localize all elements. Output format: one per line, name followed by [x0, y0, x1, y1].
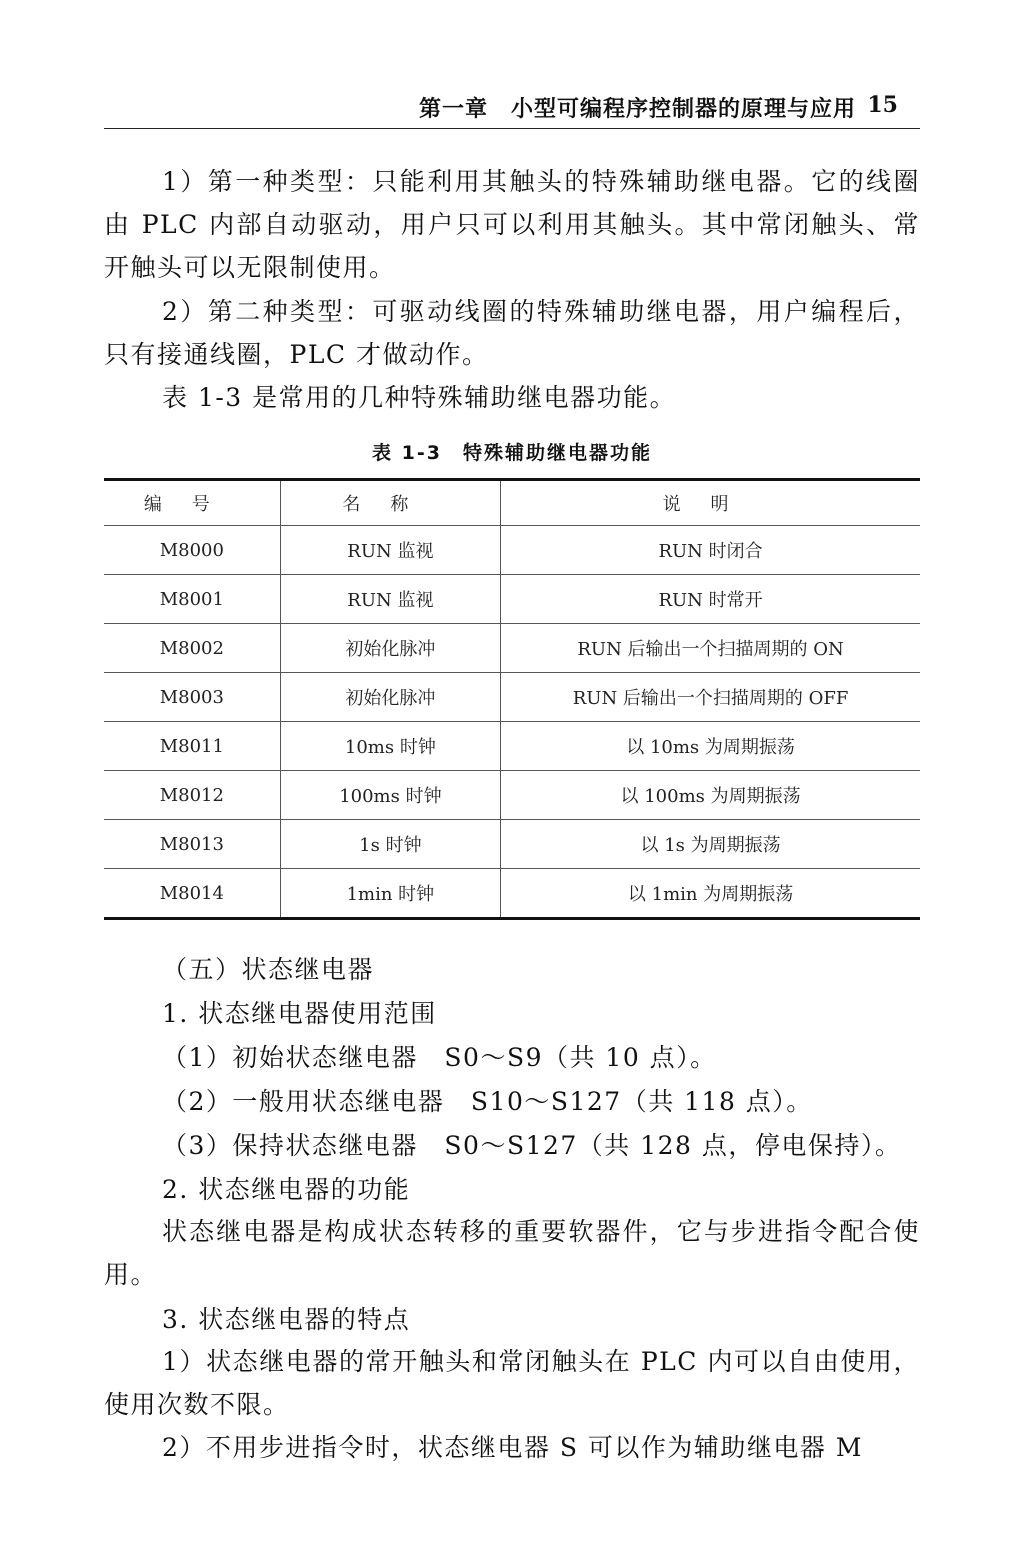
- subsection-heading-2: 2. 状态继电器的功能: [162, 1175, 411, 1204]
- cell-code: M8003: [104, 673, 280, 722]
- cell-description: 以 10ms 为周期振荡: [501, 722, 920, 771]
- cell-code: M8001: [104, 575, 280, 624]
- table-row: [104, 820, 920, 869]
- cell-code: M8012: [104, 771, 280, 820]
- subsection-heading-3: 3. 状态继电器的特点: [162, 1305, 411, 1334]
- header-name: 名称: [280, 480, 500, 526]
- range-item-1: （1）初始状态继电器 S0～S9（共 10 点）。: [162, 1043, 717, 1072]
- intro-paragraph-3: 表 1-3 是常用的几种特殊辅助继电器功能。: [162, 383, 677, 412]
- cell-name: 1s 时钟: [280, 820, 500, 869]
- cell-description: 以 100ms 为周期振荡: [501, 771, 920, 820]
- cell-name: RUN 监视: [280, 526, 500, 575]
- range-item-2: （2）一般用状态继电器 S10～S127（共 118 点）。: [162, 1087, 813, 1116]
- cell-description: RUN 后输出一个扫描周期的 OFF: [501, 673, 920, 722]
- feature-paragraph-1: 1）状态继电器的常开触头和常闭触头在 PLC 内可以自由使用，使用次数不限。: [104, 1347, 920, 1419]
- table-caption: 表 1-3 特殊辅助继电器功能: [372, 442, 652, 464]
- feature-paragraph-2: 2）不用步进指令时，状态继电器 S 可以作为辅助继电器 M: [162, 1433, 863, 1462]
- header-description: 说明: [501, 480, 920, 526]
- cell-code: M8011: [104, 722, 280, 771]
- cell-name: 100ms 时钟: [280, 771, 500, 820]
- cell-description: 以 1s 为周期振荡: [501, 820, 920, 869]
- table-row: [104, 526, 920, 575]
- header-code: 编号: [104, 480, 280, 526]
- section-heading: （五）状态继电器: [162, 955, 375, 984]
- table-row: [104, 771, 920, 820]
- page-header: [104, 88, 920, 129]
- subsection-heading-1: 1. 状态继电器使用范围: [162, 999, 437, 1028]
- table-row: [104, 624, 920, 673]
- intro-paragraph-2: 2）第二种类型：可驱动线圈的特殊辅助继电器，用户编程后，只有接通线圈，PLC 才做动作。: [104, 297, 920, 369]
- table-row: [104, 869, 920, 919]
- cell-name: 10ms 时钟: [280, 722, 500, 771]
- chapter-title: 第一章 小型可编程序控制器的原理与应用: [418, 97, 856, 122]
- cell-name: 1min 时钟: [280, 869, 500, 919]
- table-row: [104, 673, 920, 722]
- function-paragraph: 状态继电器是构成状态转移的重要软器件，它与步进指令配合使用。: [104, 1217, 920, 1289]
- cell-code: M8014: [104, 869, 280, 919]
- special-relay-table: [104, 478, 920, 920]
- cell-code: M8000: [104, 526, 280, 575]
- table-row: [104, 575, 920, 624]
- cell-description: 以 1min 为周期振荡: [501, 869, 920, 919]
- table-header-row: [104, 480, 920, 526]
- page-number: 15: [867, 92, 898, 118]
- cell-name: 初始化脉冲: [280, 673, 500, 722]
- cell-name: 初始化脉冲: [280, 624, 500, 673]
- cell-description: RUN 后输出一个扫描周期的 ON: [501, 624, 920, 673]
- cell-description: RUN 时常开: [501, 575, 920, 624]
- cell-name: RUN 监视: [280, 575, 500, 624]
- cell-code: M8002: [104, 624, 280, 673]
- table-row: [104, 722, 920, 771]
- range-item-3: （3）保持状态继电器 S0～S127（共 128 点，停电保持）。: [162, 1131, 902, 1160]
- cell-code: M8013: [104, 820, 280, 869]
- intro-paragraph-1: 1）第一种类型：只能利用其触头的特殊辅助继电器。它的线圈由 PLC 内部自动驱动，用户只可以利用其触头。其中常闭触头、常开触头可以无限制使用。: [104, 167, 920, 282]
- cell-description: RUN 时闭合: [501, 526, 920, 575]
